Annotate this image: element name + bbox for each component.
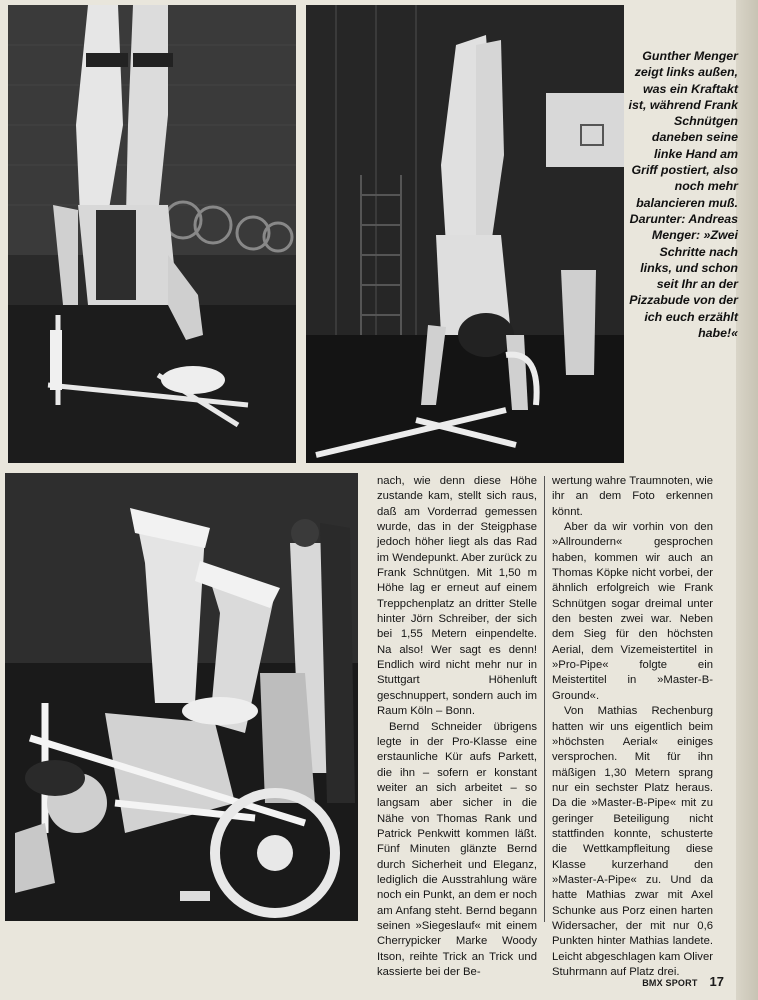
column-divider xyxy=(544,476,545,922)
photo-handstand-gym-image xyxy=(306,5,624,463)
article-column-1 xyxy=(377,474,537,980)
article-paragraph: Aber da wir vorhin von den »Allroundern« gesprochen haben, kommen wir auch an Thomas Köpke nicht vorbei, der ähnlich erfolgreich wie Frank Schnütgen sogar dreimal unter den besten zwei war. Neben dem Sieg für den höchsten Aerial, dem Vizemeistertitel in »Pro-Pipe« folgte ein Meistertitel in »Master-B-Ground«. xyxy=(552,521,713,702)
article-column-2 xyxy=(552,474,713,980)
article-paragraph: nach, wie denn diese Höhe zustande kam, stellt sich raus, daß am Vorderrad gemessen wurde, das in der Steigphase jedoch höher liegt als das Rad im Wendepunkt. Aber zurück zu Frank Schnütgen. Mit 1,50 m Höhe lag er erneut auf einem Treppchenplatz an dritter Stelle hinter Jörn Schreiber, der sich bei 1,55 Metern einpendelte. Na also! Wer sagt es denn! Endlich wird nicht mehr nur in Stuttgart Höhenluft geschnuppert, sondern auch im Raum Köln – Bonn. xyxy=(377,475,537,718)
article-paragraph: Von Mathias Rechenburg hatten wir uns eigentlich beim »höchsten Aerial« einiges versprochen. Mit für ihn mäßigen 1,30 Metern sprang nur ein sechster Platz heraus. Da die »Master-B-Pipe« mit zu geringer Beteiligung nicht stattfinden konnte, schusterte die Wettkampfleitung diese Klasse kurzerhand den »Master-A-Pipe« zu. Und da hatte Mathias zwar mit Axel Schunke aus Porz einen harten Widersacher, der mit nur 0,6 Punkten hinter Mathias landete. Leicht abgeschlagen kam Oliver Stuhrmann auf Platz drei. xyxy=(552,705,713,978)
page-edge xyxy=(736,0,758,1000)
article-paragraph: Bernd Schneider übrigens legte in der Pro-Klasse eine erstaunliche Kür aufs Parkett, die ihn – sofern er konstant weiter an sich arbeitet – so langsam aber sicher in die Nähe von Thomas Rank und Patrick Penkwitt kommen läßt. Fünf Minuten glänzte Bernd durch Sicherheit und Eleganz, lediglich die Ausstrahlung wäre noch ein Punkt, an dem er noch am Anfang steht. Bernd begann seinen »Siegeslauf« mit einem Cherrypicker Marke Woody Itson, reihte Trick an Trick und kassierte bei der Be- xyxy=(377,720,537,978)
article-paragraph: wertung wahre Traumnoten, wie ihr an dem Foto erkennen könnt. xyxy=(552,475,713,518)
photo-rider-bike-floor-image xyxy=(5,473,358,921)
photo-handstand-left xyxy=(8,5,296,463)
photo-rider-bike-floor xyxy=(5,473,358,921)
photo-handstand-left-image xyxy=(8,5,296,463)
page-number: 17 xyxy=(709,974,724,989)
page-footer xyxy=(614,974,724,992)
photo-handstand-gym xyxy=(306,5,624,463)
photo-caption: Gunther Menger zeigt links außen, was ein Kraftakt ist, während Frank Schnütgen daneben seine linke Hand am Griff postiert, also noch mehr balancieren muß. Darunter: Andreas Menger: »Zwei Schritte nach links, und schon seit Ihr an der Pizzabude von der ich euch erzählt habe!« xyxy=(628,49,738,341)
magazine-name: BMX SPORT xyxy=(642,978,698,988)
